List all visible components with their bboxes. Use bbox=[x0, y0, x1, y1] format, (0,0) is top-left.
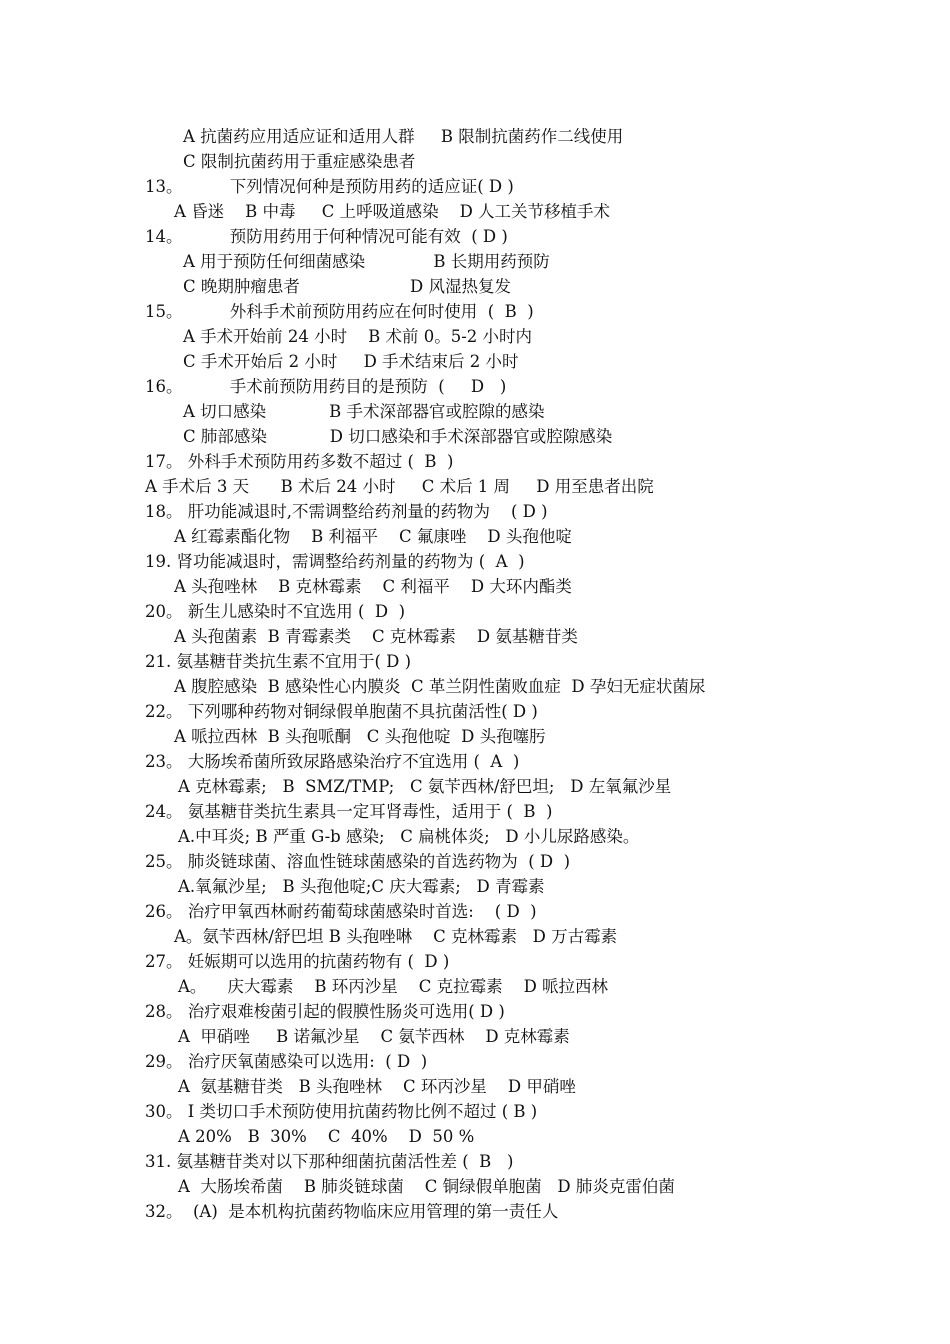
option-line: C 手术开始后 2 小时 D 手术结束后 2 小时 bbox=[183, 352, 519, 371]
option-line: A 头孢唑林 B 克林霉素 C 利福平 D 大环内酯类 bbox=[174, 577, 572, 596]
option-line: A 用于预防任何细菌感染 B 长期用药预防 bbox=[183, 252, 550, 271]
option-line: A.中耳炎; B 严重 G-b 感染; C 扁桃体炎; D 小儿尿路感染。 bbox=[178, 827, 640, 846]
option-line: A 昏迷 B 中毒 C 上呼吸道感染 D 人工关节移植手术 bbox=[174, 202, 611, 221]
option-line: A 20% B 30% C 40% D 50 % bbox=[178, 1127, 475, 1146]
question-line: 13。 下列情况何种是预防用药的适应证( D ) bbox=[145, 177, 514, 196]
text-line: A 抗菌药应用适应证和适用人群 B 限制抗菌药作二线使用 bbox=[183, 127, 624, 146]
question-line: 29。 治疗厌氧菌感染可以选用: ( D ) bbox=[145, 1052, 428, 1071]
question-line: 28。 治疗艰难梭菌引起的假膜性肠炎可选用( D ) bbox=[145, 1002, 505, 1021]
option-line: A 大肠埃希菌 B 肺炎链球菌 C 铜绿假单胞菌 D 肺炎克雷伯菌 bbox=[178, 1177, 675, 1196]
option-line: A 手术后 3 天 B 术后 24 小时 C 术后 1 周 D 用至患者出院 bbox=[145, 477, 654, 496]
option-line: A 氨基糖苷类 B 头孢唑林 C 环丙沙星 D 甲硝唑 bbox=[178, 1077, 576, 1096]
question-line: 32。 (A) 是本机构抗菌药物临床应用管理的第一责任人 bbox=[145, 1202, 559, 1221]
question-line: 14。 预防用药用于何种情况可能有效 ( D ) bbox=[145, 227, 508, 246]
question-line: 17。 外科手术预防用药多数不超过 ( B ) bbox=[145, 452, 454, 471]
question-line: 27。 妊娠期可以选用的抗菌药物有 ( D ) bbox=[145, 952, 450, 971]
option-line: A 切口感染 B 手术深部器官或腔隙的感染 bbox=[183, 402, 545, 421]
question-line: 24。 氨基糖苷类抗生素具一定耳肾毒性，适用于 ( B ) bbox=[145, 802, 553, 821]
question-line: 25。 肺炎链球菌、溶血性链球菌感染的首选药物为 ( D ) bbox=[145, 852, 571, 871]
option-line: A 红霉素酯化物 B 利福平 C 氟康唑 D 头孢他啶 bbox=[174, 527, 572, 546]
option-line: A.氧氟沙星; B 头孢他啶;C 庆大霉素; D 青霉素 bbox=[178, 877, 545, 896]
question-line: 19. 肾功能减退时，需调整给药剂量的药物为 ( A ) bbox=[145, 552, 525, 571]
question-line: 23。 大肠埃希菌所致尿路感染治疗不宜选用 ( A ) bbox=[145, 752, 520, 771]
option-line: C 晚期肿瘤患者 D 风湿热复发 bbox=[183, 277, 511, 296]
option-line: A 头孢菌素 B 青霉素类 C 克林霉素 D 氨基糖苷类 bbox=[174, 627, 578, 646]
option-line: A 腹腔感染 B 感染性心内膜炎 C 革兰阴性菌败血症 D 孕妇无症状菌尿 bbox=[174, 677, 706, 696]
question-line: 16。 手术前预防用药目的是预防 ( D ) bbox=[145, 377, 507, 396]
option-line: A 克林霉素; B SMZ/TMP; C 氨苄西林/舒巴坦; D 左氧氟沙星 bbox=[178, 777, 672, 796]
question-line: 30。 I 类切口手术预防使用抗菌药物比例不超过 ( B ) bbox=[145, 1102, 538, 1121]
option-line: A 哌拉西林 B 头孢哌酮 C 头孢他啶 D 头孢噻肟 bbox=[174, 727, 546, 746]
option-line: A。 庆大霉素 B 环丙沙星 C 克拉霉素 D 哌拉西林 bbox=[178, 977, 609, 996]
option-line: C 肺部感染 D 切口感染和手术深部器官或腔隙感染 bbox=[183, 427, 613, 446]
question-line: 20。 新生儿感染时不宜选用 ( D ) bbox=[145, 602, 406, 621]
option-line: A 手术开始前 24 小时 B 术前 0。5-2 小时内 bbox=[183, 327, 533, 346]
question-line: 21. 氨基糖苷类抗生素不宜用于( D ) bbox=[145, 652, 412, 671]
question-line: 26。 治疗甲氧西林耐药葡萄球菌感染时首选: ( D ) bbox=[145, 902, 537, 921]
question-line: 18。 肝功能减退时,不需调整给药剂量的药物为 ( D ) bbox=[145, 502, 548, 521]
text-line: C 限制抗菌药用于重症感染患者 bbox=[183, 152, 416, 171]
option-line: A 甲硝唑 B 诺氟沙星 C 氨苄西林 D 克林霉素 bbox=[178, 1027, 570, 1046]
option-line: A。氨苄西林/舒巴坦 B 头孢唑啉 C 克林霉素 D 万古霉素 bbox=[174, 927, 618, 946]
question-line: 15。 外科手术前预防用药应在何时使用 ( B ) bbox=[145, 302, 534, 321]
question-line: 22。 下列哪种药物对铜绿假单胞菌不具抗菌活性( D ) bbox=[145, 702, 538, 721]
question-line: 31. 氨基糖苷类对以下那种细菌抗菌活性差 ( B ) bbox=[145, 1152, 514, 1171]
